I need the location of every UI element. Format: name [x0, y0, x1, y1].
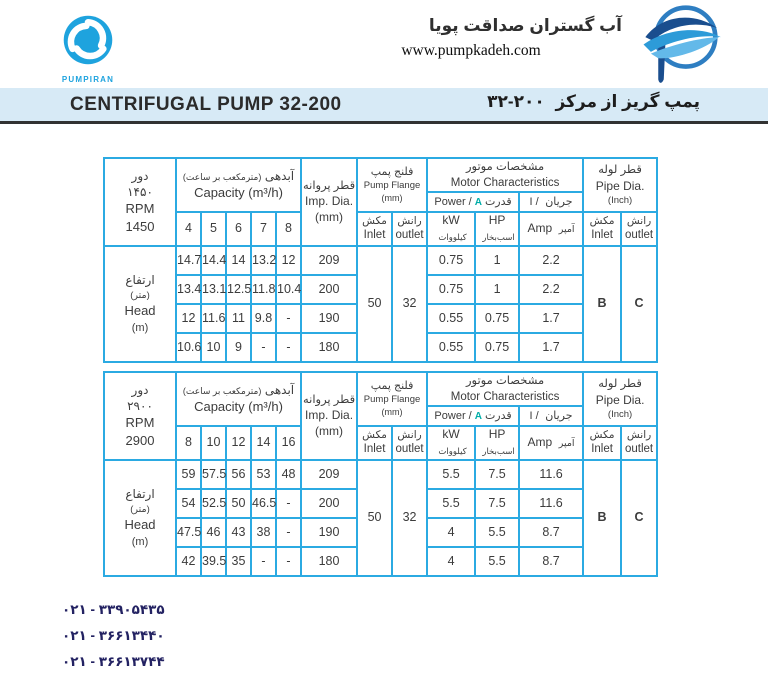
phone-numbers: [62, 597, 165, 675]
flange-inlet-value: 50: [357, 460, 392, 576]
impeller-dia-value: 190: [301, 518, 357, 547]
hp-value: 0.75: [475, 333, 519, 362]
kw-value: 0.55: [427, 333, 475, 362]
phone-number: ۰۲۱ - ۳۶۶۱۳۴۴۰: [62, 628, 165, 643]
capacity-column-header: 10: [201, 426, 226, 460]
pipe-dia-header-cell: قطر لوله Pipe Dia. (Inch): [583, 158, 657, 212]
flange-outlet-header: رانش outlet: [392, 426, 427, 460]
rpm-header-cell: دور ۱۴۵۰ RPM 1450: [104, 158, 176, 246]
pumpiran-brand: [60, 12, 116, 84]
head-value-cell: 42: [176, 547, 201, 576]
hp-value: 5.5: [475, 518, 519, 547]
impeller-dia-value: 180: [301, 333, 357, 362]
pump-flange-header-cell: فلنج پمپ Pump Flange (mm): [357, 158, 427, 212]
head-row-label: ارتفاع (متر) Head (m): [104, 460, 176, 576]
head-value-cell: 52.5: [201, 489, 226, 518]
head-value-cell: 54: [176, 489, 201, 518]
flange-outlet-value: 32: [392, 460, 427, 576]
kw-header: kW کیلووات: [427, 212, 475, 246]
kw-value: 4: [427, 547, 475, 576]
head-value-cell: -: [251, 333, 276, 362]
head-value-cell: 13.2: [251, 246, 276, 275]
impeller-dia-value: 190: [301, 304, 357, 333]
capacity-column-header: 12: [226, 426, 251, 460]
flange-outlet-header: رانش outlet: [392, 212, 427, 246]
pipe-outlet-value: C: [621, 460, 657, 576]
capacity-column-header: 4: [176, 212, 201, 246]
pipe-outlet-header: رانش outlet: [621, 426, 657, 460]
pumpkadeh-logo-icon: [638, 0, 730, 93]
head-value-cell: 14.4: [201, 246, 226, 275]
capacity-column-header: 6: [226, 212, 251, 246]
amp-header: Amp آمپر: [519, 212, 583, 246]
impeller-dia-value: 200: [301, 275, 357, 304]
head-value-cell: 35: [226, 547, 251, 576]
power-subheader-cell: Power / A قدرت: [427, 192, 519, 212]
head-value-cell: 46.5: [251, 489, 276, 518]
head-value-cell: 10.6: [176, 333, 201, 362]
website-url[interactable]: www.pumpkadeh.com: [401, 42, 541, 59]
hp-header: HP اسب‌بخار: [475, 426, 519, 460]
amp-value: 2.2: [519, 246, 583, 275]
pumpiran-logo-icon: [60, 55, 116, 72]
flange-outlet-value: 32: [392, 246, 427, 362]
pipe-inlet-header: مکش Inlet: [583, 426, 621, 460]
title-bar: [0, 88, 768, 124]
capacity-header-cell: آبدهی (مترمکعب بر ساعت) Capacity (m³/h): [176, 158, 301, 212]
footnote-a-marker: A: [474, 411, 482, 423]
flange-inlet-header: مکش Inlet: [357, 212, 392, 246]
head-value-cell: 48: [276, 460, 301, 489]
motor-characteristics-header-cell: مشخصات موتور Motor Characteristics: [427, 158, 583, 192]
current-subheader-cell: I / جریان: [519, 406, 583, 426]
capacity-header-cell: آبدهی (مترمکعب بر ساعت) Capacity (m³/h): [176, 372, 301, 426]
head-value-cell: 12: [276, 246, 301, 275]
kw-value: 5.5: [427, 460, 475, 489]
pipe-inlet-header: مکش Inlet: [583, 212, 621, 246]
table-rpm-1450: [103, 157, 658, 363]
capacity-column-header: 8: [176, 426, 201, 460]
head-value-cell: 14.7: [176, 246, 201, 275]
impeller-dia-header-cell: قطر پروانه Imp. Dia. (mm): [301, 158, 357, 246]
head-value-cell: 43: [226, 518, 251, 547]
hp-value: 7.5: [475, 460, 519, 489]
head-value-cell: 9: [226, 333, 251, 362]
head-value-cell: -: [276, 304, 301, 333]
title-farsi-model-number: ۳۲-۲۰۰: [487, 92, 545, 111]
head-value-cell: 14: [226, 246, 251, 275]
head-value-cell: 39.5: [201, 547, 226, 576]
head-value-cell: 13.1: [201, 275, 226, 304]
company-name: آب گستران صداقت پویا: [428, 16, 622, 35]
capacity-column-header: 14: [251, 426, 276, 460]
head-value-cell: 10.4: [276, 275, 301, 304]
impeller-dia-value: 180: [301, 547, 357, 576]
head-value-cell: 11.8: [251, 275, 276, 304]
table-rpm-2900: [103, 371, 658, 577]
head-value-cell: -: [276, 547, 301, 576]
power-subheader-cell: Power / A قدرت: [427, 406, 519, 426]
pipe-inlet-value: B: [583, 460, 621, 576]
pumpiran-wordmark: PUMPIRAN: [61, 75, 115, 84]
capacity-column-header: 7: [251, 212, 276, 246]
kw-value: 0.75: [427, 275, 475, 304]
head-value-cell: 11.6: [201, 304, 226, 333]
hp-value: 5.5: [475, 547, 519, 576]
flange-inlet-header: مکش Inlet: [357, 426, 392, 460]
flange-inlet-value: 50: [357, 246, 392, 362]
head-value-cell: 11: [226, 304, 251, 333]
amp-value: 11.6: [519, 460, 583, 489]
title-english: CENTRIFUGAL PUMP 32-200: [70, 94, 342, 115]
head-value-cell: -: [276, 333, 301, 362]
head-value-cell: -: [276, 489, 301, 518]
head-value-cell: 53: [251, 460, 276, 489]
amp-value: 1.7: [519, 333, 583, 362]
kw-value: 0.75: [427, 246, 475, 275]
head-value-cell: 46: [201, 518, 226, 547]
capacity-column-header: 5: [201, 212, 226, 246]
capacity-column-header: 16: [276, 426, 301, 460]
amp-value: 8.7: [519, 518, 583, 547]
head-value-cell: 10: [201, 333, 226, 362]
impeller-dia-value: 209: [301, 460, 357, 489]
head-value-cell: -: [276, 518, 301, 547]
impeller-dia-value: 200: [301, 489, 357, 518]
footnote-a-marker: A: [474, 197, 482, 209]
impeller-dia-value: 209: [301, 246, 357, 275]
rpm-header-cell: دور ۲۹۰۰ RPM 2900: [104, 372, 176, 460]
head-value-cell: 13.4: [176, 275, 201, 304]
hp-value: 1: [475, 275, 519, 304]
hp-value: 7.5: [475, 489, 519, 518]
pump-flange-header-cell: فلنج پمپ Pump Flange (mm): [357, 372, 427, 426]
head-value-cell: 56: [226, 460, 251, 489]
title-farsi: پمپ گریز از مرکز ۳۲-۲۰۰: [487, 92, 700, 111]
amp-value: 2.2: [519, 275, 583, 304]
head-value-cell: 47.5: [176, 518, 201, 547]
phone-number: ۰۲۱ - ۳۶۶۱۳۷۴۴: [62, 654, 165, 669]
kw-value: 5.5: [427, 489, 475, 518]
hp-value: 1: [475, 246, 519, 275]
kw-value: 4: [427, 518, 475, 547]
head-value-cell: 12.5: [226, 275, 251, 304]
hp-header: HP اسب‌بخار: [475, 212, 519, 246]
head-value-cell: 9.8: [251, 304, 276, 333]
amp-value: 8.7: [519, 547, 583, 576]
pipe-outlet-header: رانش outlet: [621, 212, 657, 246]
pipe-dia-header-cell: قطر لوله Pipe Dia. (Inch): [583, 372, 657, 426]
head-value-cell: 57.5: [201, 460, 226, 489]
pipe-outlet-value: C: [621, 246, 657, 362]
amp-header: Amp آمپر: [519, 426, 583, 460]
phone-number: ۰۲۱ - ۳۳۹۰۵۴۳۵: [62, 602, 165, 617]
amp-value: 11.6: [519, 489, 583, 518]
kw-header: kW کیلووات: [427, 426, 475, 460]
motor-characteristics-header-cell: مشخصات موتور Motor Characteristics: [427, 372, 583, 406]
impeller-dia-header-cell: قطر پروانه Imp. Dia. (mm): [301, 372, 357, 460]
head-value-cell: -: [251, 547, 276, 576]
head-value-cell: 38: [251, 518, 276, 547]
head-row-label: ارتفاع (متر) Head (m): [104, 246, 176, 362]
head-value-cell: 12: [176, 304, 201, 333]
current-subheader-cell: I / جریان: [519, 192, 583, 212]
capacity-column-header: 8: [276, 212, 301, 246]
pipe-inlet-value: B: [583, 246, 621, 362]
hp-value: 0.75: [475, 304, 519, 333]
head-value-cell: 50: [226, 489, 251, 518]
head-value-cell: 59: [176, 460, 201, 489]
amp-value: 1.7: [519, 304, 583, 333]
kw-value: 0.55: [427, 304, 475, 333]
